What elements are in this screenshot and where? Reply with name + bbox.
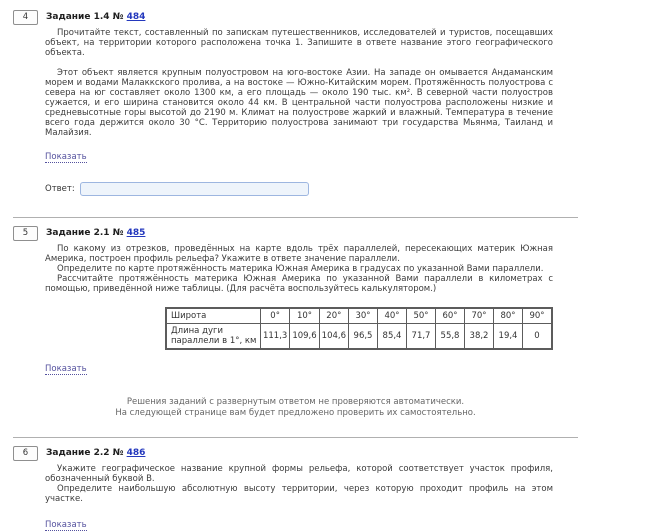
section-divider [13, 217, 578, 218]
table-cell: 10° [290, 308, 319, 324]
table-cell: 109,6 [290, 324, 319, 350]
task-6-body [45, 464, 553, 504]
task-title [46, 448, 145, 458]
arc-length-table [165, 307, 553, 350]
table-cell: 71,7 [407, 324, 436, 350]
task-paragraph: Этот объект является крупным полуостровом на юго-востоке Азии. На западе он омывается Андаманским морем и водами Малаккского пролива, а на востоке — Южно-Китайским морем. Протяжённость полуострова с севера на юг составляет около 1300 км, а его площадь — около 190 тыс. км². В северной части полуостров сужается, и его ширина становится около 44 км. В центральной части полуострова расположены низкие и средневысотные горы высотой до 2190 м. Климат на полуострове жаркий и влажный. Температура в течение всего года держится около 30 °C. Территорию полуострова занимают три государства Мьянма, Таиланд и Малайзия. [45, 68, 553, 138]
table-cell: 55,8 [436, 324, 465, 350]
table-cell: 0 [523, 324, 553, 350]
table-cell: 85,4 [378, 324, 407, 350]
show-solution-link[interactable]: Показать [45, 520, 87, 530]
table-cell: 70° [465, 308, 494, 324]
table-cell: 19,4 [494, 324, 523, 350]
notice-line: На следующей странице вам будет предложено проверить их самостоятельно. [115, 407, 476, 418]
task-paragraph: Прочитайте текст, составленный по запискам путешественников, исследователей и туристов, посещавших объект, на территории которого расположена точка 1. Запишите в ответе название этого географического объекта. [45, 28, 553, 58]
task-title [46, 228, 145, 238]
task-paragraph: Определите наибольшую абсолютную высоту территории, через которую проходит профиль на этом участке. [45, 484, 553, 504]
show-solution-link[interactable]: Показать [45, 152, 87, 162]
task-paragraph: Определите по карте протяжённость материка Южная Америка в градусах по указанной Вами параллели. [57, 264, 544, 274]
table-cell: 50° [407, 308, 436, 324]
task-number-link[interactable]: 485 [126, 228, 146, 238]
answer-label: Ответ: [45, 183, 75, 194]
task-paragraph: Укажите географическое название крупной формы рельефа, которой соответствует участок профиля, обозначенный буквой В. [45, 464, 553, 484]
task-paragraph: Рассчитайте протяжённость материка Южная Америка по указанной Вами параллели в километрах с помощью, приведённой ниже таблицы. (Для расчёта воспользуйтесь калькулятором.) [45, 274, 553, 294]
table-cell: 60° [436, 308, 465, 324]
task-number-link[interactable]: 484 [126, 12, 146, 22]
task-number-link[interactable]: 486 [126, 448, 146, 458]
answer-input[interactable] [80, 182, 309, 196]
table-row-arc-length [166, 324, 552, 350]
answer-row [45, 181, 578, 196]
table-cell: 111,3 [260, 324, 289, 350]
task-number-badge: 6 [13, 446, 38, 461]
task-4-header [13, 9, 578, 25]
task-title-text: Задание 1.4 № [46, 12, 124, 22]
task-title [46, 12, 145, 22]
table-row-latitude [166, 308, 552, 324]
notice-line: Решения заданий с развернутым ответом не проверяются автоматически. [126, 397, 465, 407]
table-cell: 0° [260, 308, 289, 324]
table-cell: 96,5 [349, 324, 378, 350]
table-cell: 20° [319, 308, 348, 324]
task-number-badge: 5 [13, 226, 38, 241]
table-cell: 40° [378, 308, 407, 324]
table-cell: 90° [523, 308, 553, 324]
task-paragraph: По какому из отрезков, проведённых на карте вдоль трёх параллелей, пересекающих материк Южная Америка, построен профиль рельефа? Укажите в ответе значение параллели. [45, 244, 553, 264]
task-title-text: Задание 2.2 № [46, 448, 124, 458]
auto-check-notice [13, 397, 578, 418]
table-cell: 80° [494, 308, 523, 324]
section-divider [13, 437, 578, 438]
show-solution-link[interactable]: Показать [45, 364, 87, 374]
task-5-header [13, 225, 578, 241]
task-number-badge: 4 [13, 10, 38, 25]
task-5-body [45, 244, 553, 350]
table-cell: Длина дуги параллели в 1°, км [166, 324, 260, 350]
table-cell: 104,6 [319, 324, 348, 350]
task-6-header [13, 445, 578, 461]
table-cell: 38,2 [465, 324, 494, 350]
table-cell: 30° [349, 308, 378, 324]
task-4-body [45, 28, 553, 138]
task-title-text: Задание 2.1 № [46, 228, 124, 238]
table-cell: Широта [166, 308, 260, 324]
